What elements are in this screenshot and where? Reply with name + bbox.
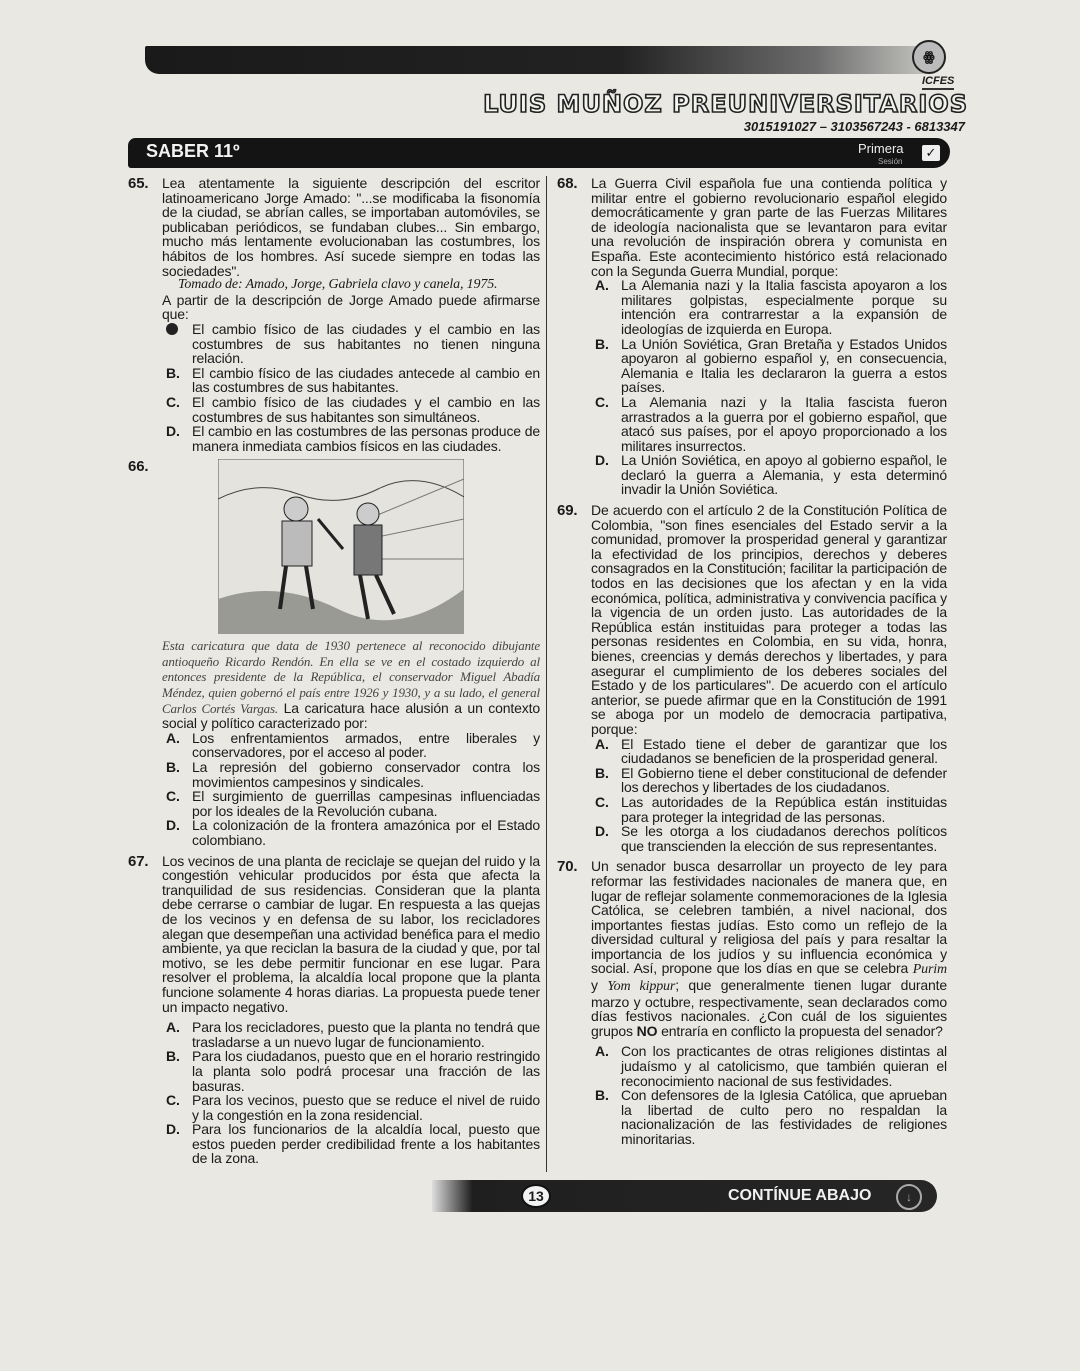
- continue-label: CONTÍNUE ABAJO: [728, 1187, 872, 1205]
- option-text: La represión del gobierno conservador contra los movimientos campesinos y sindicales.: [192, 759, 540, 790]
- continue-arrow-icon: ↓: [896, 1184, 922, 1210]
- answer-option[interactable]: [162, 1122, 540, 1166]
- option-letter: A.: [595, 1043, 609, 1060]
- answer-option[interactable]: [591, 824, 947, 853]
- option-text: La Unión Soviética, en apoyo al gobierno español, le declaró la guerra a Alemania, y esta determinó invadir la Unión Soviética.: [621, 452, 947, 498]
- option-text: Se les otorga a los ciudadanos derechos políticos que transcienden la elección de sus representantes.: [621, 823, 947, 854]
- option-text: Con los practicantes de otras religiones distintas al judaísmo y al catolicismo, que también quieran el reconocimiento nacional de sus festividades.: [621, 1043, 947, 1089]
- brand-name: LUIS MUÑOZ PREUNIVERSITARIOS: [483, 90, 968, 118]
- option-letter: A.: [166, 729, 180, 746]
- answer-option[interactable]: [591, 1044, 947, 1088]
- option-letter: C.: [595, 393, 609, 410]
- question-66: [128, 459, 540, 847]
- checkmark-icon: ✓: [922, 145, 940, 161]
- option-text: Para los vecinos, puesto que se reduce el nivel de ruido y la congestión en la zona residencial.: [192, 1092, 540, 1123]
- option-text: Las autoridades de la República están instituidas para proteger la integridad de las personas.: [621, 793, 947, 825]
- option-text: El surgimiento de guerrillas campesinas influenciadas por los ideales de la Revolución cubana.: [192, 788, 540, 819]
- question-67: [128, 854, 540, 1166]
- answer-option[interactable]: [162, 789, 540, 818]
- session-sub: Sesión: [878, 157, 903, 166]
- purim-term: Purim: [912, 962, 947, 978]
- answer-option[interactable]: [162, 1093, 540, 1122]
- answer-option[interactable]: [591, 395, 947, 453]
- section-bar: [128, 138, 950, 168]
- answer-option[interactable]: [591, 1088, 947, 1146]
- question-65: [128, 176, 540, 453]
- option-letter: B.: [595, 1087, 609, 1104]
- question-number: 70.: [557, 858, 578, 876]
- question-number: 66.: [128, 458, 149, 476]
- option-text: El Estado tiene el deber de garantizar que los ciudadanos se beneficien de la prosperidad general.: [621, 735, 947, 767]
- question-stem: Lea atentamente la siguiente descripción del escritor latinoamericano Jorge Amado: "...se modificaba la fisonomía de la ciudad, se abrían calles, se importaban automóviles, se publicaban periódicos, se fundaban clubes... Sin embargo, mucho más lentamente evolucionaban las costumbres, los hábitos de los hombres. Así sucede siempre en todas las sociedades".: [162, 175, 540, 279]
- contact-phones: 3015191027 – 3103567243 - 6813347: [743, 119, 965, 134]
- question-stem: La Guerra Civil española fue una contienda política y militar entre el gobierno revolucionario español elegido democráticamente y gran parte de las Fuerzas Militares de ideología nacionalista que se levantaron para evitar una revolución de inspiración obrera y comunista en España. Este acontecimiento histórico está relacionado con la Segunda Guerra Mundial, porque:: [591, 175, 947, 279]
- question-stem: [591, 859, 947, 1038]
- question-prompt: A partir de la descripción de Jorge Amado puede afirmarse que:: [162, 291, 540, 323]
- question-columns: [0, 176, 1080, 1172]
- option-text: Los enfrentamientos armados, entre liberales y conservadores, por el acceso al poder.: [192, 729, 540, 761]
- left-column: [128, 176, 547, 1172]
- option-text: La colonización de la frontera amazónica por el Estado colombiano.: [192, 817, 540, 848]
- answer-option[interactable]: [162, 322, 540, 366]
- option-letter: B.: [595, 335, 609, 352]
- option-letter: [166, 322, 180, 337]
- answer-option[interactable]: [591, 766, 947, 795]
- option-letter: B.: [166, 1048, 180, 1065]
- question-stem: De acuerdo con el artículo 2 de la Constitución Política de Colombia, "son fines esenciales del Estado servir a la comunidad, promover la prosperidad general y garantizar la efectividad de los principios, derechos y deberes consagrados en la Constitución; facilitar la participación de todos en las decisiones que los afectan y en la vida económica, política, administrativa y convivencia pacífica y la vigencia de un orden justo. Las autoridades de la República están instituidas para proteger a todas las personas residentes en Colombia, en su vida, honra, bienes, creencias y demás derechos y libertades, y para asegurar el cumplimiento de los deberes sociales del Estado y de los particulares". De acuerdo con el artículo anterior, se puede afirmar que en la Constitución de 1991 se aboga por un modelo de democracia partipativa, porque:: [591, 502, 947, 737]
- option-text: El Gobierno tiene el deber constitucional de defender los derechos y libertades de los ciudadanos.: [621, 764, 947, 796]
- answer-option[interactable]: [162, 395, 540, 424]
- answer-option[interactable]: [591, 795, 947, 824]
- stem-text: ; que generalmente tienen lugar durante marzo y octubre, respectivamente, sean declarados como días festivos nacionales. ¿Con cuál de los siguientes grupos: [591, 977, 948, 1039]
- option-text: El cambio físico de las ciudades antecede al cambio en las costumbres de sus habitantes.: [192, 364, 540, 396]
- image-caption: Esta caricatura que data de 1930 pertenece al reconocido dibujante antioqueño Ricardo Rendón. En ella se ve en el costado izquierdo al entonces presidente de la República, el conservador Miguel Abadía Méndez, quien gobernó el país entre 1926 y 1930, y a su lado, el general Carlos Cortés Vargas.: [162, 638, 540, 716]
- option-text: El cambio en las costumbres de las personas produce de manera inmediata cambios físicos en las ciudades.: [192, 423, 540, 454]
- option-letter: C.: [166, 1092, 180, 1109]
- option-letter: D.: [595, 452, 609, 469]
- question-stem: La caricatura hace alusión a un contexto social y político caracterizado por:: [162, 699, 541, 732]
- question-number: 68.: [557, 175, 578, 192]
- page-number: 13: [521, 1184, 551, 1208]
- option-letter: D.: [166, 423, 180, 440]
- option-text: Para los recicladores, puesto que la planta no tendrá que trasladarse a un nuevo lugar de funcionamiento.: [192, 1019, 540, 1050]
- stem-text: entraría en conflicto la propuesta del senador?: [661, 1022, 943, 1039]
- answer-option[interactable]: [162, 760, 540, 789]
- footer-bar: [432, 1180, 937, 1212]
- option-letter: B.: [595, 764, 609, 781]
- option-text: El cambio físico de las ciudades y el cambio en las costumbres de sus habitantes son simultáneos.: [192, 393, 540, 425]
- right-column: [557, 176, 947, 1172]
- answer-option[interactable]: [162, 731, 540, 760]
- question-stem: Los vecinos de una planta de reciclaje se quejan del ruido y la congestión vehicular producidos por ésta que afecta la tranquilidad de sus residencias. Consideran que la planta debe cerrarse o cambiar de lugar. En respuesta a las quejas de los vecinos y en defensa de su labor, los recicladores alegan que desempeñan una actividad benéfica para el medio ambiente, ya que reciclan la basura de la ciudad y que, por tal motivo, se les debe permitir funcionar en ese lugar. Para resolver el problema, la alcaldía local propone que la planta funcione solamente 4 horas diarias. La propuesta puede tener un impacto negativo.: [162, 852, 540, 1015]
- emphasis-no: NO: [636, 1022, 658, 1039]
- question-number: 67.: [128, 852, 149, 870]
- question-69: [557, 503, 947, 853]
- option-letter: D.: [595, 823, 609, 840]
- option-letter: D.: [166, 1121, 180, 1138]
- answer-option[interactable]: [162, 1020, 540, 1049]
- exam-title: SABER 11º: [146, 141, 240, 161]
- option-text: La Alemania nazi y la Italia fascista fueron arrastrados a la guerra por el gobierno español, que atacó sus países, por el apoyo proporcionado a los militares insurrectos.: [621, 393, 947, 454]
- answer-option[interactable]: [162, 818, 540, 847]
- option-text: La Alemania nazi y la Italia fascista apoyaron a los militares golpistas, especialmente porque su intención era contrarrestar a la expansión de ideologías de izquierda en Europa.: [621, 277, 947, 337]
- answer-option[interactable]: [591, 453, 947, 497]
- question-70: [557, 859, 947, 1146]
- option-letter: A.: [595, 277, 609, 294]
- institution-logo-icon: ꙮ: [912, 40, 946, 74]
- answer-option[interactable]: [591, 737, 947, 766]
- option-letter: C.: [595, 793, 609, 810]
- page-body: [0, 176, 1080, 1212]
- answer-option[interactable]: [162, 424, 540, 453]
- answer-option[interactable]: [591, 337, 947, 395]
- option-letter: A.: [595, 735, 609, 752]
- option-text: Para los funcionarios de la alcaldía local, puesto que estos pueden perder credibilidad frente a los habitantes de la zona.: [192, 1121, 540, 1167]
- session-label: Primera: [858, 141, 904, 156]
- option-letter: C.: [166, 788, 180, 805]
- source-citation: Tomado de: Amado, Jorge, Gabriela clavo y canela, 1975.: [178, 277, 498, 293]
- option-letter: D.: [166, 817, 180, 834]
- question-number: 69.: [557, 502, 578, 520]
- icfes-logo: ICFES: [922, 75, 954, 90]
- question-number: 65.: [128, 175, 149, 192]
- answer-option[interactable]: [591, 278, 947, 336]
- yom-kippur-term: Yom kippur: [607, 979, 676, 995]
- answer-option[interactable]: [162, 366, 540, 395]
- option-text: Para los ciudadanos, puesto que en el horario restringido la planta solo podrá procesar una fracción de las basuras.: [192, 1048, 540, 1094]
- stem-text: Un senador busca desarrollar un proyecto de ley para reformar las festividades nacionales de manera que, en lugar de reflejar solamente conmemoraciones de la Iglesia Católica, se celebren también, a nivel nacional, dos importantes fiestas judías. Esto como un reflejo de la diversidad cultural y religiosa del país y para resaltar la importancia de los judíos y su influencia económica y social. Así, propone que los días en que se celebra: [591, 858, 947, 977]
- option-text: El cambio físico de las ciudades y el cambio en las costumbres de sus habitantes no tienen ninguna relación.: [192, 320, 540, 367]
- option-text: La Unión Soviética, Gran Bretaña y Estados Unidos apoyaron al gobierno español y, en consecuencia, Alemania e Italia les declararon la guerra a estos países.: [621, 335, 947, 396]
- header-decorative-bar: [145, 46, 935, 74]
- option-letter: A.: [166, 1019, 180, 1036]
- question-68: [557, 176, 947, 497]
- option-letter: C.: [166, 393, 180, 410]
- answer-option[interactable]: [162, 1049, 540, 1093]
- option-letter: B.: [166, 364, 180, 381]
- option-letter: B.: [166, 759, 180, 776]
- option-text: Con defensores de la Iglesia Católica, que aprueban la libertad de culto pero no respaldan la nacionalización de las festividades de religiones minoritarias.: [621, 1087, 947, 1147]
- caricature-image: [218, 459, 464, 634]
- stem-text: y: [591, 977, 598, 994]
